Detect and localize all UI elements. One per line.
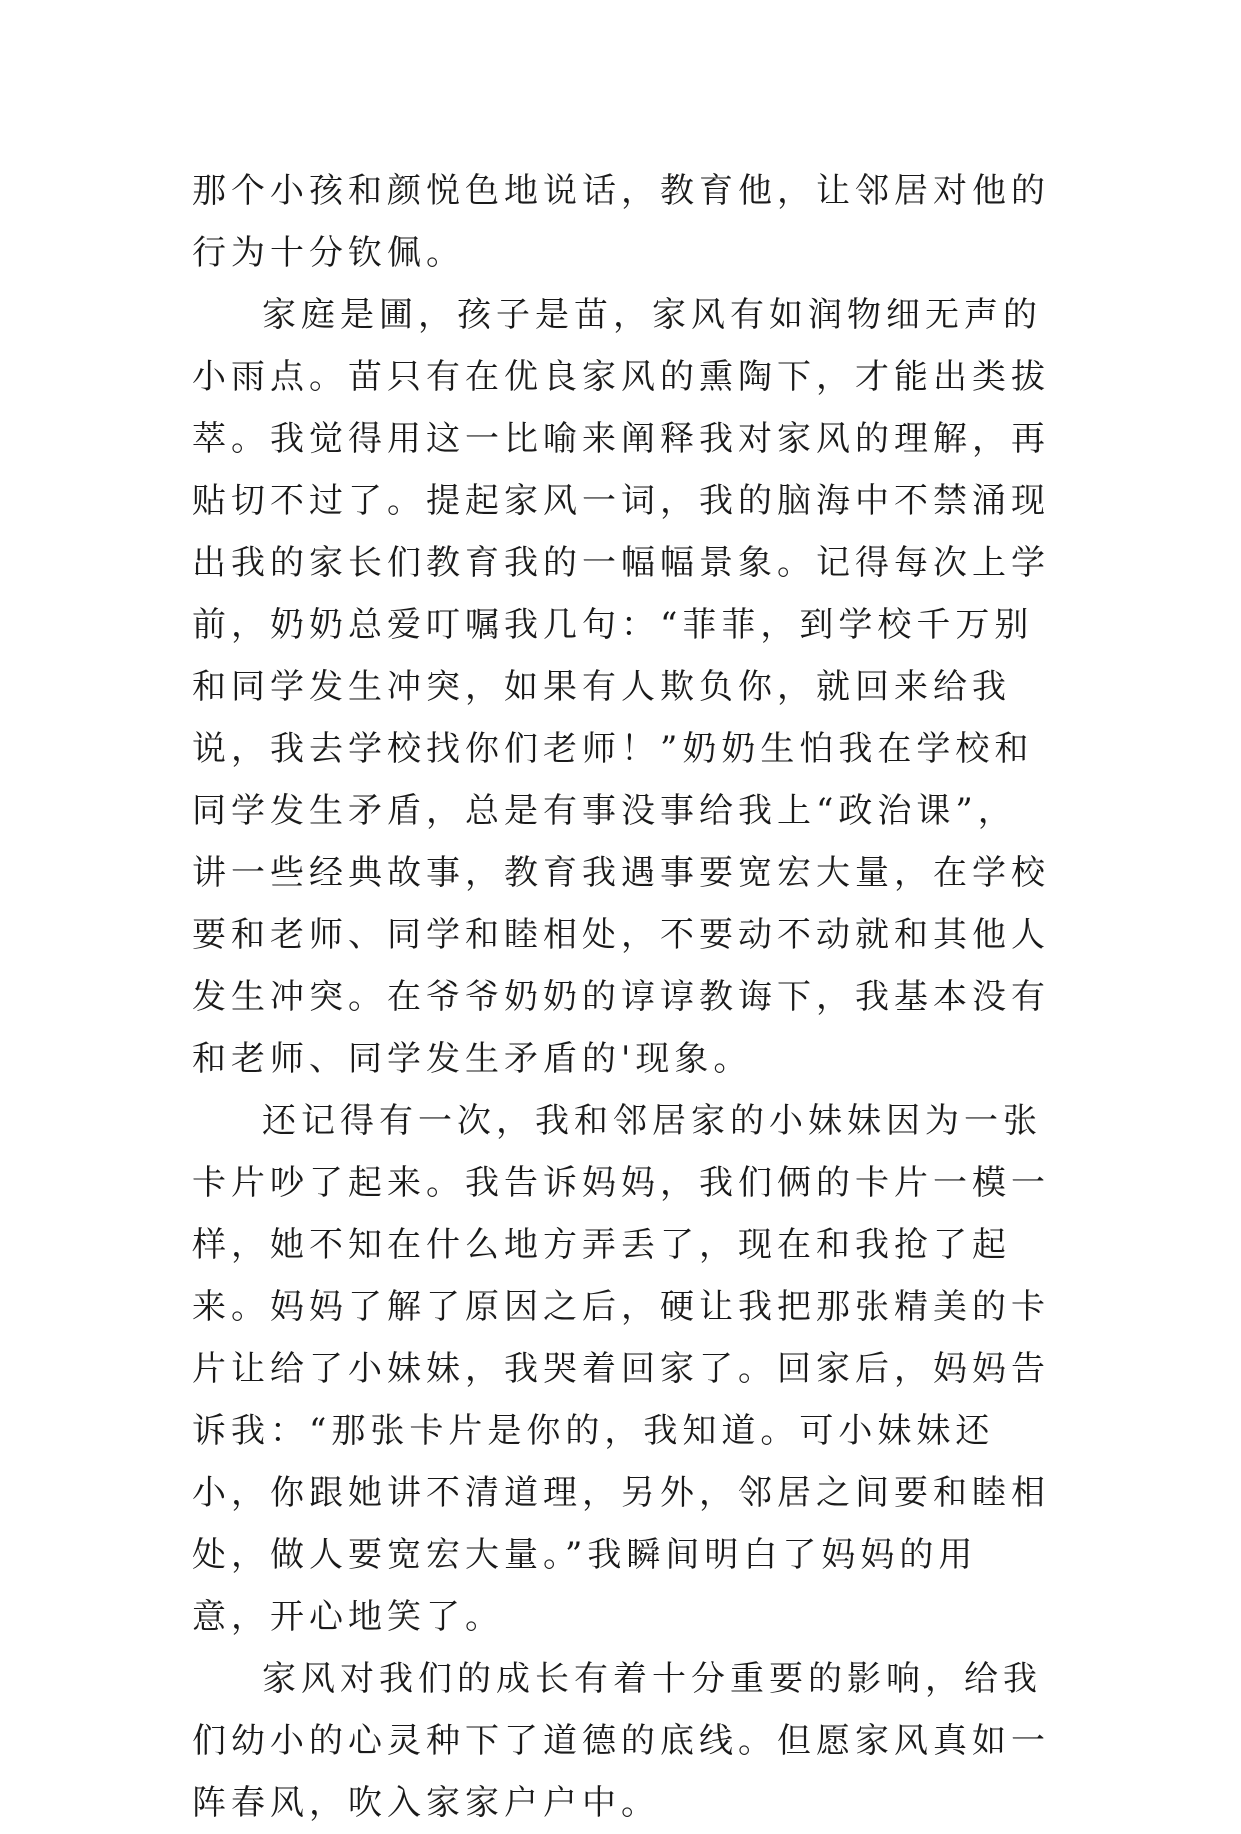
paragraph-1: 那个小孩和颜悦色地说话，教育他，让邻居对他的行为十分钦佩。 bbox=[192, 171, 1050, 273]
document-body bbox=[192, 160, 1052, 1834]
paragraph-2: 家庭是圃，孩子是苗，家风有如润物细无声的小雨点。苗只有在优良家风的熏陶下，才能出类拔萃。我觉得用这一比喻来阐释我对家风的理解，再贴切不过了。提起家风一词，我的脑海中不禁涌现出我的家长们教育我的一幅幅景象。记得每次上学前，奶奶总爱叮嘱我几句：“菲菲，到学校千万别和同学发生冲突，如果有人欺负你，就回来给我说，我去学校找你们老师！”奶奶生怕我在学校和同学发生矛盾，总是有事没事给我上“政治课”，讲一些经典故事，教育我遇事要宽宏大量，在学校要和老师、同学和睦相处，不要动不动就和其他人发生冲突。在爷爷奶奶的谆谆教诲下，我基本没有和老师、同学发生矛盾的'现象。 bbox=[192, 295, 1050, 1079]
paragraph-3: 还记得有一次，我和邻居家的小妹妹因为一张卡片吵了起来。我告诉妈妈，我们俩的卡片一模一样，她不知在什么地方弄丢了，现在和我抢了起来。妈妈了解了原因之后，硬让我把那张精美的卡片让给了小妹妹，我哭着回家了。回家后，妈妈告诉我：“那张卡片是你的，我知道。可小妹妹还小，你跟她讲不清道理，另外，邻居之间要和睦相处，做人要宽宏大量。”我瞬间明白了妈妈的用意，开心地笑了。 bbox=[192, 1101, 1050, 1637]
paragraph-4: 家风对我们的成长有着十分重要的影响，给我们幼小的心灵种下了道德的底线。但愿家风真如一阵春风，吹入家家户户中。 bbox=[192, 1659, 1050, 1823]
